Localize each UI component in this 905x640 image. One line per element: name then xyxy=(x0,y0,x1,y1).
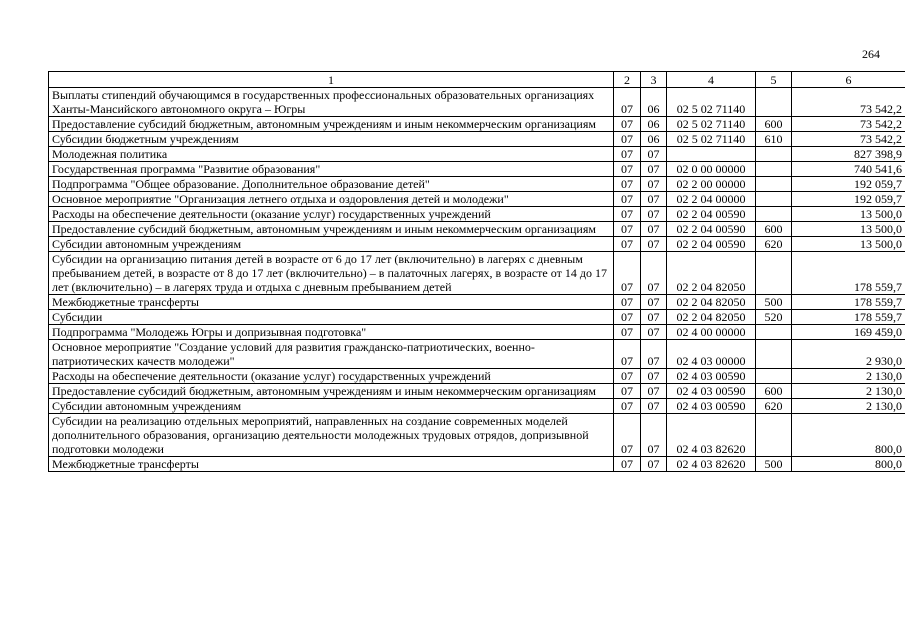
row-expense-type-cell: 500 xyxy=(756,295,792,310)
row-target-code-cell: 02 4 03 00590 xyxy=(667,399,756,414)
row-target-code-cell: 02 2 04 82050 xyxy=(667,310,756,325)
table-row xyxy=(49,252,905,295)
header-col-4: 4 xyxy=(667,72,756,88)
row-section-cell: 07 xyxy=(614,457,641,472)
row-section-cell: 07 xyxy=(614,207,641,222)
row-name-cell: Основное мероприятие "Создание условий для развития гражданско-патриотических, военно-патриотических качеств молодежи" xyxy=(49,340,614,369)
row-section-cell: 07 xyxy=(614,369,641,384)
row-subsection-cell: 07 xyxy=(641,237,667,252)
row-expense-type-cell xyxy=(756,162,792,177)
row-section-cell: 07 xyxy=(614,162,641,177)
row-name-cell: Предоставление субсидий бюджетным, автономным учреждениям и иным некоммерческим организациям xyxy=(49,384,614,399)
table-body xyxy=(49,88,905,472)
row-section-cell: 07 xyxy=(614,252,641,295)
row-name-cell: Подпрограмма "Общее образование. Дополнительное образование детей" xyxy=(49,177,614,192)
table-row xyxy=(49,207,905,222)
row-target-code-cell: 02 4 03 00590 xyxy=(667,384,756,399)
row-subsection-cell: 07 xyxy=(641,252,667,295)
row-expense-type-cell: 600 xyxy=(756,384,792,399)
row-target-code-cell: 02 2 04 82050 xyxy=(667,295,756,310)
row-subsection-cell: 07 xyxy=(641,177,667,192)
row-expense-type-cell xyxy=(756,147,792,162)
row-subsection-cell: 07 xyxy=(641,325,667,340)
row-subsection-cell: 07 xyxy=(641,457,667,472)
row-expense-type-cell: 600 xyxy=(756,117,792,132)
row-subsection-cell: 07 xyxy=(641,222,667,237)
row-name-cell: Субсидии автономным учреждениям xyxy=(49,237,614,252)
row-section-cell: 07 xyxy=(614,414,641,457)
row-subsection-cell: 06 xyxy=(641,132,667,147)
row-subsection-cell: 07 xyxy=(641,340,667,369)
row-target-code-cell: 02 2 04 00590 xyxy=(667,237,756,252)
row-amount-cell: 13 500,0 xyxy=(792,237,905,252)
row-amount-cell: 800,0 xyxy=(792,457,905,472)
row-expense-type-cell xyxy=(756,207,792,222)
row-subsection-cell: 07 xyxy=(641,399,667,414)
row-amount-cell: 73 542,2 xyxy=(792,88,905,117)
row-name-cell: Субсидии бюджетным учреждениям xyxy=(49,132,614,147)
row-amount-cell: 2 130,0 xyxy=(792,369,905,384)
row-name-cell: Молодежная политика xyxy=(49,147,614,162)
row-target-code-cell xyxy=(667,147,756,162)
row-section-cell: 07 xyxy=(614,384,641,399)
row-target-code-cell: 02 4 03 82620 xyxy=(667,414,756,457)
row-target-code-cell: 02 2 04 00000 xyxy=(667,192,756,207)
row-section-cell: 07 xyxy=(614,340,641,369)
table-row xyxy=(49,310,905,325)
row-section-cell: 07 xyxy=(614,237,641,252)
table-row xyxy=(49,295,905,310)
table-row xyxy=(49,325,905,340)
row-target-code-cell: 02 4 03 82620 xyxy=(667,457,756,472)
row-name-cell: Предоставление субсидий бюджетным, автономным учреждениям и иным некоммерческим организациям xyxy=(49,222,614,237)
table-row xyxy=(49,414,905,457)
row-amount-cell: 13 500,0 xyxy=(792,222,905,237)
row-amount-cell: 13 500,0 xyxy=(792,207,905,222)
table-row xyxy=(49,369,905,384)
row-target-code-cell: 02 2 00 00000 xyxy=(667,177,756,192)
row-amount-cell: 192 059,7 xyxy=(792,192,905,207)
row-section-cell: 07 xyxy=(614,192,641,207)
row-name-cell: Субсидии на организацию питания детей в возрасте от 6 до 17 лет (включительно) в лагерях с дневным пребыванием детей, в возрасте от 8 до 17 лет (включительно) – в палаточных лагерях, в возрасте от 14 до 17 лет (включительно) – в лагерях труда и отдыха с дневным пребыванием детей xyxy=(49,252,614,295)
row-expense-type-cell: 620 xyxy=(756,399,792,414)
row-expense-type-cell xyxy=(756,88,792,117)
row-target-code-cell: 02 5 02 71140 xyxy=(667,117,756,132)
table-row xyxy=(49,399,905,414)
row-name-cell: Расходы на обеспечение деятельности (оказание услуг) государственных учреждений xyxy=(49,207,614,222)
row-section-cell: 07 xyxy=(614,177,641,192)
row-target-code-cell: 02 2 04 82050 xyxy=(667,252,756,295)
row-name-cell: Предоставление субсидий бюджетным, автономным учреждениям и иным некоммерческим организациям xyxy=(49,117,614,132)
row-name-cell: Межбюджетные трансферты xyxy=(49,295,614,310)
row-section-cell: 07 xyxy=(614,88,641,117)
row-expense-type-cell xyxy=(756,192,792,207)
row-amount-cell: 2 930,0 xyxy=(792,340,905,369)
table-row xyxy=(49,222,905,237)
row-subsection-cell: 07 xyxy=(641,310,667,325)
header-row xyxy=(49,72,905,88)
row-amount-cell: 73 542,2 xyxy=(792,132,905,147)
table-row xyxy=(49,147,905,162)
table-row xyxy=(49,340,905,369)
table-row xyxy=(49,162,905,177)
row-subsection-cell: 07 xyxy=(641,414,667,457)
row-amount-cell: 2 130,0 xyxy=(792,384,905,399)
row-expense-type-cell xyxy=(756,177,792,192)
row-name-cell: Государственная программа "Развитие образования" xyxy=(49,162,614,177)
row-amount-cell: 178 559,7 xyxy=(792,310,905,325)
row-name-cell: Субсидии xyxy=(49,310,614,325)
row-target-code-cell: 02 5 02 71140 xyxy=(667,88,756,117)
row-name-cell: Субсидии автономным учреждениям xyxy=(49,399,614,414)
row-section-cell: 07 xyxy=(614,132,641,147)
row-subsection-cell: 07 xyxy=(641,162,667,177)
row-section-cell: 07 xyxy=(614,117,641,132)
row-section-cell: 07 xyxy=(614,325,641,340)
row-subsection-cell: 07 xyxy=(641,147,667,162)
row-amount-cell: 178 559,7 xyxy=(792,252,905,295)
table-row xyxy=(49,457,905,472)
row-name-cell: Расходы на обеспечение деятельности (оказание услуг) государственных учреждений xyxy=(49,369,614,384)
row-target-code-cell: 02 5 02 71140 xyxy=(667,132,756,147)
table-row xyxy=(49,88,905,117)
row-subsection-cell: 06 xyxy=(641,117,667,132)
row-amount-cell: 192 059,7 xyxy=(792,177,905,192)
row-name-cell: Субсидии на реализацию отдельных мероприятий, направленных на создание современных моделей дополнительного образования, организацию деятельности молодежных трудовых отрядов, допризывной подготовки молодежи xyxy=(49,414,614,457)
table-row xyxy=(49,177,905,192)
row-amount-cell: 827 398,9 xyxy=(792,147,905,162)
header-col-2: 2 xyxy=(614,72,641,88)
row-name-cell: Межбюджетные трансферты xyxy=(49,457,614,472)
row-expense-type-cell xyxy=(756,252,792,295)
row-expense-type-cell xyxy=(756,369,792,384)
header-col-1: 1 xyxy=(49,72,614,88)
row-subsection-cell: 07 xyxy=(641,384,667,399)
table-row xyxy=(49,192,905,207)
row-expense-type-cell: 600 xyxy=(756,222,792,237)
row-subsection-cell: 07 xyxy=(641,207,667,222)
row-section-cell: 07 xyxy=(614,399,641,414)
row-amount-cell: 178 559,7 xyxy=(792,295,905,310)
page-number: 264 xyxy=(862,47,880,61)
row-amount-cell: 800,0 xyxy=(792,414,905,457)
row-section-cell: 07 xyxy=(614,310,641,325)
row-name-cell: Основное мероприятие "Организация летнего отдыха и оздоровления детей и молодежи" xyxy=(49,192,614,207)
row-name-cell: Выплаты стипендий обучающимся в государственных профессиональных образовательных организациях Ханты-Мансийского автономного округа – Югры xyxy=(49,88,614,117)
header-col-5: 5 xyxy=(756,72,792,88)
table-row xyxy=(49,117,905,132)
row-expense-type-cell: 500 xyxy=(756,457,792,472)
row-target-code-cell: 02 4 03 00000 xyxy=(667,340,756,369)
row-expense-type-cell: 520 xyxy=(756,310,792,325)
row-section-cell: 07 xyxy=(614,295,641,310)
row-target-code-cell: 02 0 00 00000 xyxy=(667,162,756,177)
row-expense-type-cell: 620 xyxy=(756,237,792,252)
row-expense-type-cell: 610 xyxy=(756,132,792,147)
row-subsection-cell: 07 xyxy=(641,295,667,310)
row-subsection-cell: 07 xyxy=(641,369,667,384)
row-target-code-cell: 02 4 00 00000 xyxy=(667,325,756,340)
row-amount-cell: 73 542,2 xyxy=(792,117,905,132)
row-amount-cell: 169 459,0 xyxy=(792,325,905,340)
table-row xyxy=(49,132,905,147)
budget-table xyxy=(48,71,905,472)
row-expense-type-cell xyxy=(756,325,792,340)
row-subsection-cell: 06 xyxy=(641,88,667,117)
row-section-cell: 07 xyxy=(614,147,641,162)
table-header xyxy=(49,72,905,88)
table-row xyxy=(49,384,905,399)
row-target-code-cell: 02 2 04 00590 xyxy=(667,222,756,237)
header-col-6: 6 xyxy=(792,72,905,88)
row-expense-type-cell xyxy=(756,340,792,369)
table-row xyxy=(49,237,905,252)
header-col-3: 3 xyxy=(641,72,667,88)
row-target-code-cell: 02 4 03 00590 xyxy=(667,369,756,384)
row-name-cell: Подпрограмма "Молодежь Югры и допризывная подготовка" xyxy=(49,325,614,340)
row-amount-cell: 2 130,0 xyxy=(792,399,905,414)
row-expense-type-cell xyxy=(756,414,792,457)
row-section-cell: 07 xyxy=(614,222,641,237)
row-subsection-cell: 07 xyxy=(641,192,667,207)
row-target-code-cell: 02 2 04 00590 xyxy=(667,207,756,222)
row-amount-cell: 740 541,6 xyxy=(792,162,905,177)
